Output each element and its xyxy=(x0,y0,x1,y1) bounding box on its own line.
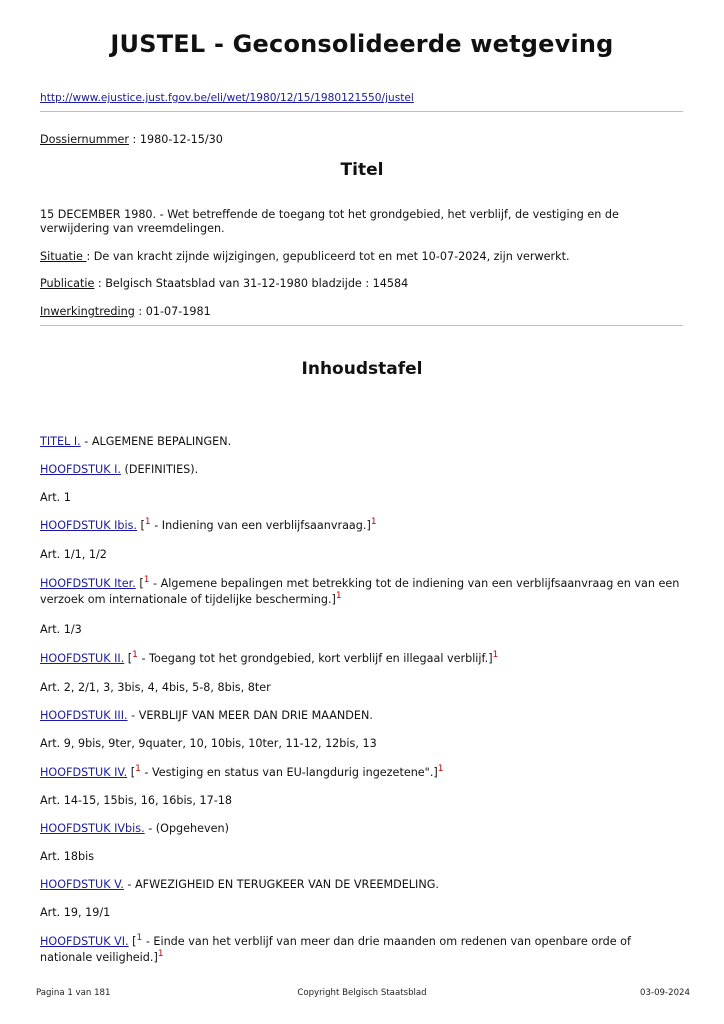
toc-text: - Einde van het verblijf van meer dan drie maanden om redenen van openbare orde of nationale veiligheid.] xyxy=(40,935,631,964)
toc-link[interactable]: HOOFDSTUK VI. xyxy=(40,935,129,948)
inwerkingtreding-value: : 01-07-1981 xyxy=(134,305,211,318)
toc-articles: Art. 1 xyxy=(40,491,71,504)
footnote-marker[interactable]: 1 xyxy=(143,575,150,585)
situatie-line xyxy=(40,250,680,264)
footnote-marker[interactable]: 1 xyxy=(492,650,499,660)
toc-entry: HOOFDSTUK Iter. [$^1$ - Algemene bepalingen met betrekking tot de indiening van een verblijfsaanvraag en van een verzoek om internationale of tijdelijke bescherming.]$^1$ xyxy=(40,575,680,606)
toc-text: - Indiening van een verblijfsaanvraag.] xyxy=(150,519,371,532)
toc-link[interactable]: HOOFDSTUK I. xyxy=(40,463,121,476)
toc-entry xyxy=(40,821,680,837)
dossier-label: Dossiernummer xyxy=(40,133,129,146)
footnote-marker[interactable]: 1 xyxy=(144,517,151,527)
dossier-value: : 1980-12-15/30 xyxy=(128,133,223,146)
publicatie-label: Publicatie xyxy=(40,277,95,290)
footnote-marker[interactable]: 1 xyxy=(132,650,138,660)
footnote-marker[interactable]: 1 xyxy=(136,933,143,943)
divider xyxy=(40,111,683,112)
toc-text: - AFWEZIGHEID EN TERUGKEER VAN DE VREEMDELING. xyxy=(123,878,439,891)
toc-link[interactable]: TITEL I. xyxy=(40,435,81,448)
page-title: JUSTEL - Geconsolideerde wetgeving xyxy=(110,30,614,58)
toc-articles: Art. 1/3 xyxy=(40,623,82,636)
footnote-marker[interactable]: 1 xyxy=(437,764,444,774)
toc-entry: HOOFDSTUK Ibis. [$^1$ - Indiening van een verblijfsaanvraag.]$^1$ xyxy=(40,517,377,532)
inhoudstafel-heading: Inhoudstafel xyxy=(301,359,423,379)
publicatie-line xyxy=(40,277,680,291)
toc-entry xyxy=(40,462,680,478)
toc-link[interactable]: HOOFDSTUK III. xyxy=(40,709,128,722)
page-number: Pagina 1 van 181 xyxy=(36,988,111,998)
toc-link[interactable]: HOOFDSTUK IVbis. xyxy=(40,822,145,835)
toc-entry: HOOFDSTUK II. [$^1$ - Toegang tot het grondgebied, kort verblijf en illegaal verblijf.]$^1$ xyxy=(40,650,499,665)
footnote-marker[interactable]: 1 xyxy=(135,764,141,774)
toc-link[interactable]: HOOFDSTUK V. xyxy=(40,878,124,891)
toc-entry: HOOFDSTUK IV. [$^1$ - Vestiging en status van EU-langdurig ingezetene".]$^1$ xyxy=(40,764,444,779)
toc-text: - Algemene bepalingen met betrekking tot de indiening van een verblijfsaanvraag en van een verzoek om internationale of tijdelijke bescherming.] xyxy=(40,577,680,606)
print-date: 03-09-2024 xyxy=(640,988,690,998)
toc-text: - (Opgeheven) xyxy=(144,822,229,835)
footnote-marker[interactable]: 1 xyxy=(335,591,342,601)
toc-articles: Art. 1/1, 1/2 xyxy=(40,548,107,561)
toc-articles: Art. 9, 9bis, 9ter, 9quater, 10, 10bis, 10ter, 11-12, 12bis, 13 xyxy=(40,737,377,750)
toc-entry: HOOFDSTUK VI. [$^1$ - Einde van het verblijf van meer dan drie maanden om redenen van openbare orde of nationale veiligheid.]$^1$ xyxy=(40,933,631,964)
toc-text: - Toegang tot het grondgebied, kort verblijf en illegaal verblijf.] xyxy=(137,652,493,665)
inwerkingtreding-line xyxy=(40,305,680,319)
toc-text: - ALGEMENE BEPALINGEN. xyxy=(80,435,232,448)
toc-entry xyxy=(40,434,680,450)
situatie-value: : De van kracht zijnde wijzigingen, gepubliceerd tot en met 10-07-2024, zijn verwerkt. xyxy=(86,250,570,263)
inwerkingtreding-label: Inwerkingtreding xyxy=(40,305,135,318)
toc-entry xyxy=(40,708,680,724)
toc-link[interactable]: HOOFDSTUK Ibis. xyxy=(40,519,137,532)
toc-articles: Art. 2, 2/1, 3, 3bis, 4, 4bis, 5-8, 8bis, 8ter xyxy=(40,681,271,694)
toc-text: - Vestiging en status van EU-langdurig ingezetene".] xyxy=(140,766,438,779)
footnote-marker[interactable]: 1 xyxy=(157,949,164,959)
dossier-line xyxy=(40,133,223,146)
situatie-label: Situatie xyxy=(40,250,87,263)
copyright-notice: Copyright Belgisch Staatsblad xyxy=(297,988,427,998)
toc-articles: Art. 18bis xyxy=(40,850,95,863)
toc-link[interactable]: HOOFDSTUK II. xyxy=(40,652,125,665)
toc-articles: Art. 19, 19/1 xyxy=(40,906,111,919)
toc-text: (DEFINITIES). xyxy=(120,463,199,476)
toc-text: - VERBLIJF VAN MEER DAN DRIE MAANDEN. xyxy=(127,709,373,722)
toc-articles: Art. 14-15, 15bis, 16, 16bis, 17-18 xyxy=(40,794,233,807)
divider xyxy=(40,325,683,326)
footnote-marker[interactable]: 1 xyxy=(370,517,377,527)
toc-link[interactable]: HOOFDSTUK IV. xyxy=(40,766,128,779)
titel-heading: Titel xyxy=(340,160,384,180)
eli-link[interactable]: http://www.ejustice.just.fgov.be/eli/wet/1980/12/15/1980121550/justel xyxy=(40,92,414,104)
toc-link[interactable]: HOOFDSTUK Iter. xyxy=(40,577,136,590)
publicatie-value: : Belgisch Staatsblad van 31-12-1980 bladzijde : 14584 xyxy=(94,277,409,290)
toc-entry xyxy=(40,877,680,893)
law-title-text: 15 DECEMBER 1980. - Wet betreffende de toegang tot het grondgebied, het verblijf, de vestiging en de verwijdering van vreemdelingen. xyxy=(40,208,619,235)
